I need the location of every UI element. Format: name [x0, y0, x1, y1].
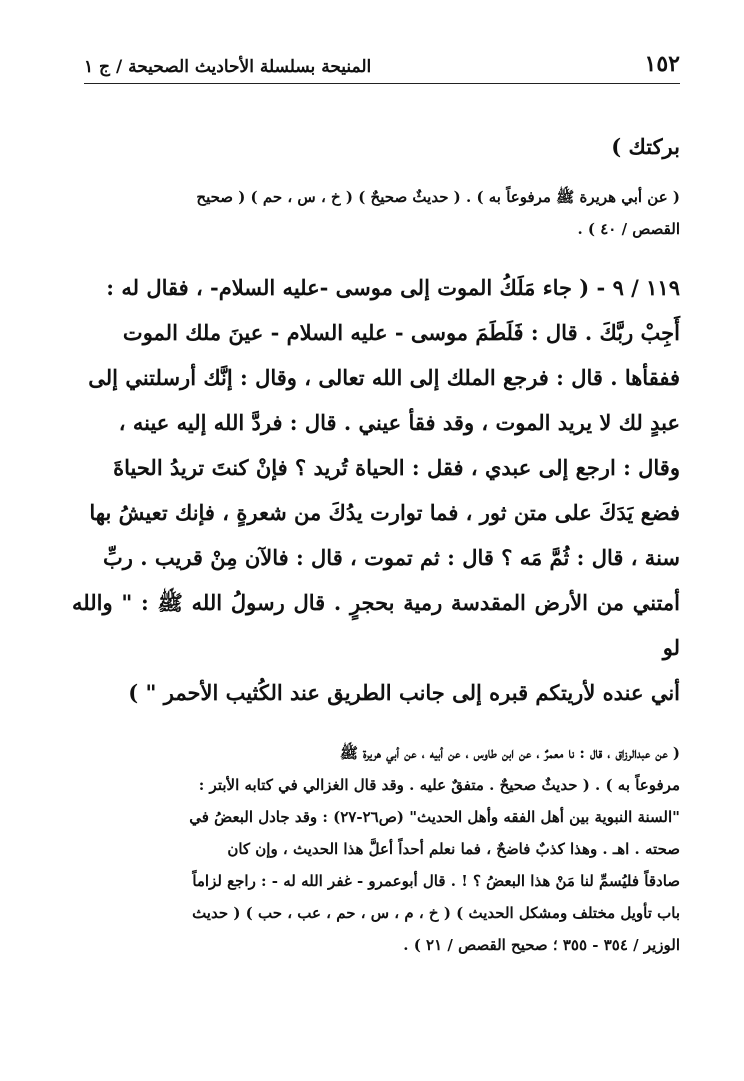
- text-line: صادقاً فليُسمِّ لنا مَنْ هذا البعضُ ؟ ! . قال أبوعمرو - غفر الله له - : راجع لزاماً: [192, 872, 680, 890]
- running-title: المنيحة بسلسلة الأحاديث الصحيحة / ج ١: [84, 57, 372, 77]
- hadith-119: [72, 265, 680, 715]
- text-line: القصص / ٤٠ ) .: [577, 220, 680, 238]
- page-header: [84, 44, 680, 84]
- text-line: سنة ، قال : ثُمَّ مَه ؟ قال : ثم تموت ، قال : فالآن مِنْ قريب . ربِّ: [103, 545, 680, 570]
- text-line: الوزير / ٣٥٤ - ٣٥٥ ؛ صحيح القصص / ٢١ ) .: [403, 936, 680, 954]
- text-line: باب تأويل مختلف ومشكل الحديث ) ( خ ، م ، س ، حم ، عب ، حب ) ( حديث: [192, 904, 680, 922]
- source-note-1: [72, 181, 680, 245]
- text-line: وقال : ارجع إلى عبدي ، فقل : الحياة تُريد ؟ فإنْ كنتَ تريدُ الحياةَ: [113, 455, 680, 480]
- opening-fragment: [72, 124, 680, 169]
- text-line: مرفوعاً به ) . ( حديثٌ صحيحٌ . متفقٌ عليه . وقد قال الغزالي في كتابه الأبتر :: [198, 776, 680, 794]
- page-number: ١٥٢: [644, 51, 680, 77]
- text-line: أمتني من الأرض المقدسة رمية بحجرٍ . قال رسولُ الله ﷺ : " والله لو: [72, 590, 680, 660]
- text-line: ١١٩ / ٩ - ( جاء مَلَكُ الموت إلى موسى -عليه السلام- ، فقال له :: [106, 275, 680, 300]
- text-line: عبدٍ لك لا يريد الموت ، وقد فقأ عيني . قال : فردَّ الله إليه عينه ،: [118, 410, 680, 435]
- text-line: فضع يَدَكَ على متن ثور ، فما توارت يدُكَ من شعرةٍ ، فإنك تعيشُ بها: [89, 500, 680, 525]
- text-line: بركتك ): [611, 134, 680, 159]
- source-note-2: [72, 737, 680, 961]
- text-line: صحته . اهـ . وهذا كذبٌ فاضحٌ ، فما نعلم أحداً أعلَّ هذا الحديث ، وإن كان: [227, 840, 680, 858]
- text-line: ففقأها . قال : فرجع الملك إلى الله تعالى ، وقال : إنَّك أرسلتني إلى: [88, 365, 680, 390]
- text-line: ( عن عبدالرزاق ، قال : نا معمرٌ ، عن ابن طاوس ، عن أبيه ، عن أبي هريرة ﷺ: [339, 744, 680, 762]
- text-line: أَجِبْ ربَّكَ . قال : فَلَطَمَ موسى - عليه السلام - عينَ ملك الموت: [122, 320, 680, 345]
- page-body: [72, 124, 680, 961]
- text-line: أني عنده لأريتكم قبره إلى جانب الطريق عند الكُثيب الأحمر " ): [128, 680, 680, 705]
- text-line: ( عن أبي هريرة ﷺ مرفوعاً به ) . ( حديثٌ صحيحٌ ) ( خ ، س ، حم ) ( صحيح: [196, 188, 680, 206]
- text-line: "السنة النبوية بين أهل الفقه وأهل الحديث" (ص٢٦-٢٧) : وقد جادل البعضُ في: [189, 808, 680, 826]
